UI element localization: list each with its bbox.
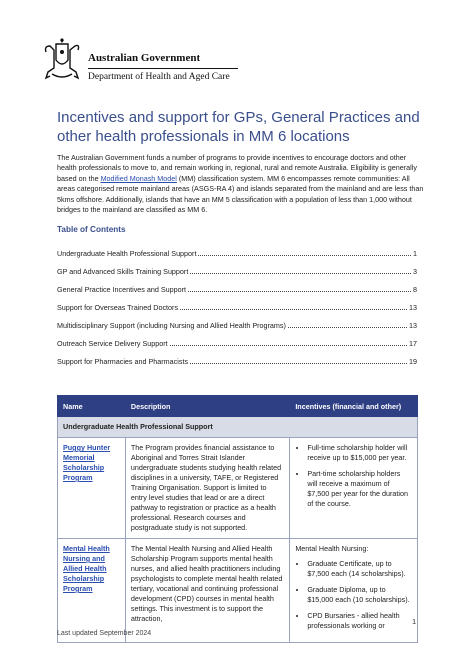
toc-leader: [180, 309, 407, 310]
table-of-contents: [57, 240, 417, 366]
table-row: [58, 438, 418, 539]
incentive-item: • Full-time scholarship holder will receive up to $15,000 per year.: [307, 443, 412, 463]
last-updated-footer: Last updated September 2024: [57, 630, 152, 637]
column-header-name: Name: [58, 396, 126, 417]
program-link[interactable]: Mental Health Nursing and Allied Health Scholarship Program: [63, 544, 110, 593]
toc-item[interactable]: [57, 294, 417, 312]
incentive-item: • Graduate Certificate, up to $7,500 each (14 scholarships).: [307, 559, 412, 579]
toc-item-page: 17: [409, 339, 417, 348]
toc-item-label: Support for Pharmacies and Pharmacists: [57, 357, 189, 366]
toc-leader: [188, 291, 411, 292]
government-name: Australian Government: [88, 52, 201, 64]
program-link[interactable]: Puggy Hunter Memorial Scholarship Program: [63, 443, 111, 482]
toc-item[interactable]: [57, 240, 417, 258]
coat-of-arms-logo: [42, 38, 82, 82]
modified-monash-model-link[interactable]: Modified Monash Model: [100, 173, 177, 183]
toc-item[interactable]: [57, 276, 417, 294]
toc-item[interactable]: [57, 258, 417, 276]
page-number: 1: [412, 617, 417, 626]
toc-item-label: Outreach Service Delivery Support: [57, 339, 168, 348]
incentive-item: • Graduate Diploma, up to $15,000 each (10 scholarships).: [307, 585, 412, 605]
program-incentives: [290, 539, 418, 643]
table-row: [58, 539, 418, 643]
program-description: The Mental Health Nursing and Allied Health Scholarship Program supports mental health nurses, and allied health practitioners including psychologists to complete mental health related tertiary, vocational and continuing professional development (CPD) courses in mental health settings. This investment is to support the attraction,: [125, 539, 289, 643]
toc-item-label: Multidisciplinary Support (including Nursing and Allied Health Programs): [57, 321, 286, 330]
incentive-item: • CPD Bursaries - allied health professionals working or: [307, 611, 412, 631]
column-header-description: Description: [125, 396, 289, 417]
intro-paragraph: [57, 153, 425, 215]
table-header-row: [58, 396, 418, 417]
department-name: Department of Health and Aged Care: [88, 68, 238, 82]
toc-leader: [198, 255, 411, 256]
program-name-cell: [58, 438, 126, 539]
toc-heading: Table of Contents: [57, 225, 126, 234]
toc-item-label: GP and Advanced Skills Training Support: [57, 267, 189, 276]
toc-item-page: 13: [409, 303, 417, 312]
toc-item-page: 8: [413, 285, 417, 294]
toc-item-label: General Practice Incentives and Support: [57, 285, 187, 294]
program-incentives: [290, 438, 418, 539]
toc-item[interactable]: [57, 330, 417, 348]
section-title: Undergraduate Health Professional Support: [58, 417, 418, 438]
toc-item-page: 19: [409, 357, 417, 366]
incentive-group-label: Mental Health Nursing:: [295, 544, 369, 553]
toc-item[interactable]: [57, 348, 417, 366]
page-title: Incentives and support for GPs, General Practices and other health professionals in MM 6 locations: [57, 109, 420, 145]
toc-item[interactable]: [57, 312, 417, 330]
program-name-cell: [58, 539, 126, 643]
section-row: [58, 417, 418, 438]
toc-item-page: 3: [413, 267, 417, 276]
incentive-item: • Part-time scholarship holders will receive a maximum of $7,500 per year for the duration of the course.: [307, 469, 412, 509]
column-header-incentives: Incentives (financial and other): [290, 396, 418, 417]
toc-leader: [288, 327, 407, 328]
program-description: The Program provides financial assistance to Aboriginal and Torres Strait Islander undergraduate students studying health related disciplines in a university, TAFE, or Registered Training Organisation. Support is limited to entry level studies that lead or are a direct pathway to registration or practice as a health professional. Research courses and postgraduate study is not supported.: [125, 438, 289, 539]
toc-leader: [170, 345, 407, 346]
programs-table: [57, 395, 418, 643]
toc-leader: [190, 273, 411, 274]
toc-item-label: Support for Overseas Trained Doctors: [57, 303, 179, 312]
toc-leader: [190, 363, 407, 364]
toc-item-page: 1: [413, 249, 417, 258]
toc-item-label: Undergraduate Health Professional Support: [57, 249, 197, 258]
toc-item-page: 13: [409, 321, 417, 330]
intro-text-1: The Australian Government funds a number of programs to provide incentives to encourage doctors and other health professionals to move to, and remain working in, regional, rural and remote Australia. Eligibility is generally based on the: [57, 153, 417, 183]
intro-text-2: (MM) classification system. MM 6 encompasses remote communities: All areas categorised remote mainland areas (ASGS-RA 4) and islands separated from the mainland and are less than 5kms offshore. Additionally, islands that have an MM 5 classification with a population of less than 1,000 without bridges to the mainland are classified as MM 6.: [57, 173, 424, 215]
